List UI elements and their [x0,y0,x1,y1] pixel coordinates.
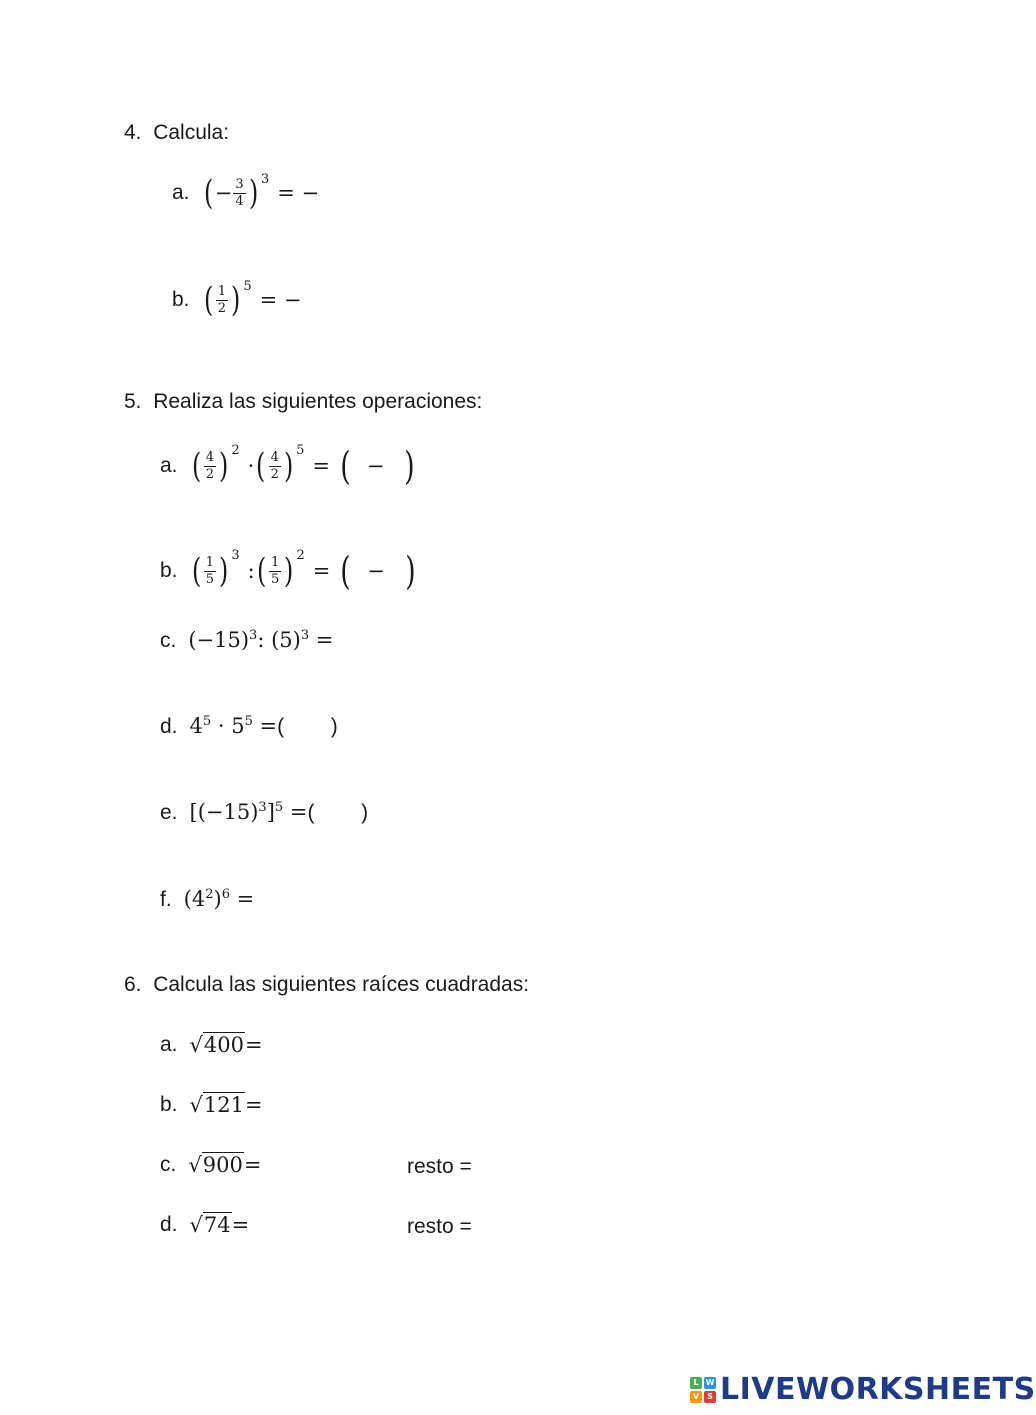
q5-item-e [160,800,368,825]
q5-number: 5. [124,390,142,413]
resto-label: resto = [407,1215,472,1238]
item-label: e. [160,801,178,824]
answer-blank: ( ) [277,715,338,738]
item-label: a. [160,1033,178,1057]
fraction: $\frac{1}{5}$ [270,554,280,587]
item-label: b. [160,559,178,582]
math-expression: ( − $\frac{3}{4}$ ) 3 = − [203,172,320,213]
math-expression: ( $\frac{4}{2}$ ) 2 · ( $\frac{4}{2}$ ) 5 = ( − ) [191,443,416,488]
resto-label: resto = [407,1155,472,1178]
q6-item-b [160,1092,263,1117]
q6-item-c [160,1152,261,1177]
square-root: √ 121 = [189,1092,263,1118]
fraction: $\frac{3}{4}$ [235,176,244,209]
logo-tile: S [704,1391,716,1403]
logo-tile: V [690,1391,702,1403]
q5-heading [124,390,482,414]
math-expression: $(-15)^3$: $(5)^3$ = [188,628,334,652]
square-root: √ 900 = [188,1152,262,1178]
fraction: $\frac{1}{2}$ [217,283,227,316]
math-expression: $4^5 \cdot 5^5$ = [189,714,278,738]
q6-item-d [160,1212,249,1237]
logo-grid-icon [690,1377,716,1403]
square-root: √ 400 = [189,1032,263,1058]
math-expression: $[(-15)^3]^5$ = [189,800,308,824]
item-label: b. [160,1093,178,1117]
fraction: $\frac{4}{2}$ [205,449,215,482]
item-label: a. [172,181,190,204]
q5-title: Realiza las siguientes operaciones: [153,390,483,413]
q4-heading [124,121,229,145]
item-label: d. [160,715,178,738]
q6-item-a [160,1032,263,1057]
fraction: $\frac{4}{2}$ [270,449,279,482]
item-label: c. [160,629,177,652]
q4-item-b [172,279,302,320]
q5-item-a [160,443,417,488]
item-label: a. [160,454,178,477]
q6-number: 6. [124,973,142,996]
logo-tile: L [690,1377,702,1389]
item-label: f. [160,888,172,911]
item-label: c. [160,1153,177,1177]
q6-heading [124,973,529,997]
math-expression: $(4^2)^6$ = [183,887,255,911]
math-expression: ( $\frac{1}{5}$ ) 3 : ( $\frac{1}{5}$ ) 2 = ( − ) [191,548,416,593]
logo-tile: W [705,1377,715,1387]
square-root: √ 74 = [189,1212,250,1238]
q5-item-f [160,887,254,912]
q6-title: Calcula las siguientes raíces cuadradas: [153,973,530,996]
item-label: d. [160,1213,178,1237]
q4-number: 4. [124,121,142,144]
item-label: b. [172,288,190,311]
q5-item-c [160,628,333,653]
math-expression: ( $\frac{1}{2}$ ) 5 = − [203,279,302,320]
q5-item-b [160,548,418,593]
q5-item-d [160,714,338,739]
logo-text: LIVEWORKSHEETS [720,1372,1036,1407]
q4-title: Calcula: [153,121,230,144]
q4-item-a [172,172,320,213]
answer-blank: ( ) [307,801,369,824]
fraction: $\frac{1}{5}$ [205,554,215,587]
liveworksheets-logo [690,1372,1036,1407]
